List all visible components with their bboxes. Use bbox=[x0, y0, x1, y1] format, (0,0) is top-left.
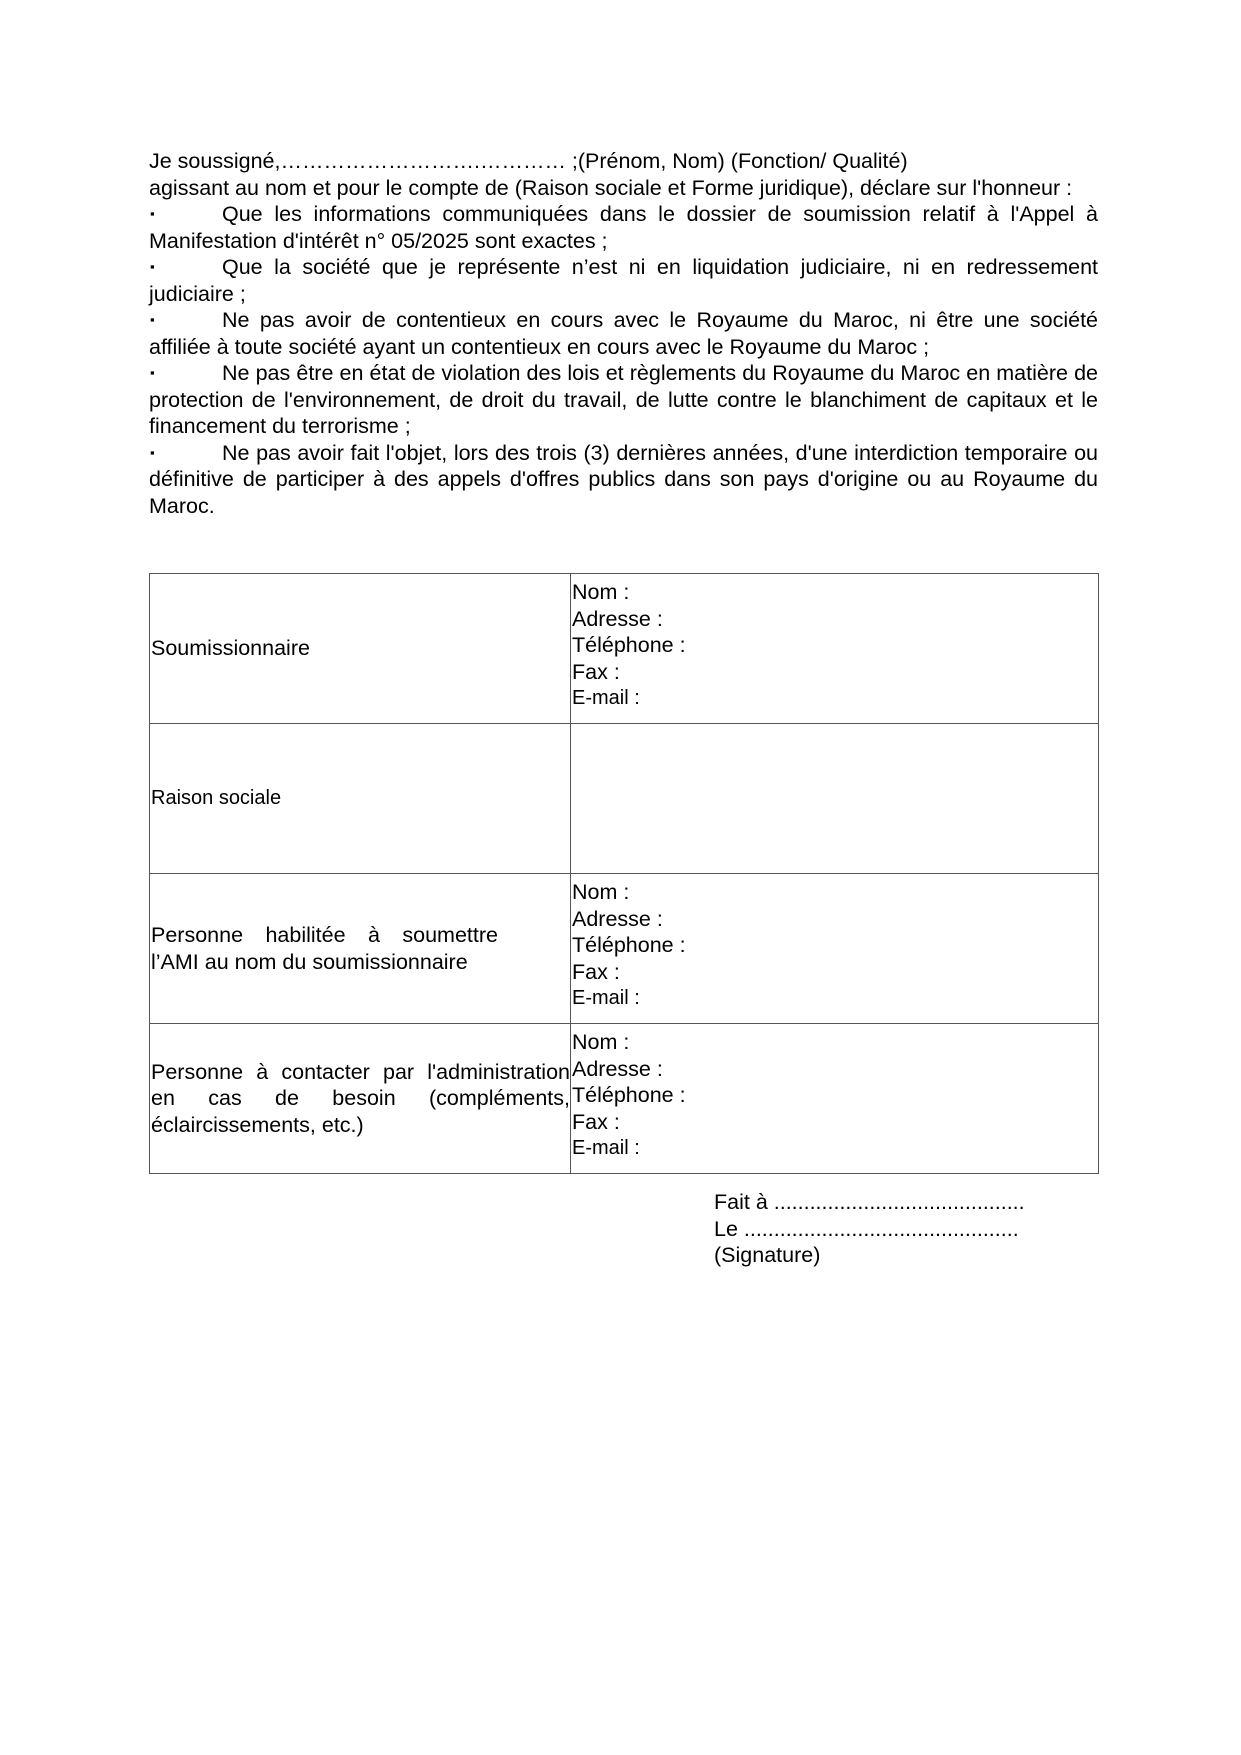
bullet-square-icon: ▪ bbox=[150, 206, 155, 221]
table-row bbox=[150, 1024, 1099, 1174]
row-fields-raison-sociale bbox=[571, 724, 1099, 874]
bidder-info-table bbox=[149, 573, 1099, 1174]
bullet-square-icon: ▪ bbox=[150, 312, 155, 327]
bullet-square-icon: ▪ bbox=[150, 259, 155, 274]
fait-a-line: Fait à .......................................... bbox=[714, 1190, 1025, 1214]
field-fax: Fax : bbox=[572, 659, 620, 684]
field-telephone: Téléphone : bbox=[572, 1083, 686, 1107]
table-row bbox=[150, 574, 1099, 724]
row-fields-soumissionnaire bbox=[571, 574, 1099, 724]
field-email: E-mail : bbox=[572, 987, 640, 1009]
field-telephone: Téléphone : bbox=[572, 633, 686, 657]
field-adresse: Adresse : bbox=[572, 606, 663, 631]
bullet-square-icon: ▪ bbox=[150, 365, 155, 380]
field-email: E-mail : bbox=[572, 1137, 640, 1159]
field-email: E-mail : bbox=[572, 687, 640, 709]
field-telephone: Téléphone : bbox=[572, 933, 686, 957]
field-nom: Nom : bbox=[572, 880, 630, 904]
table-row bbox=[150, 724, 1099, 874]
table-row bbox=[150, 874, 1099, 1024]
field-fax: Fax : bbox=[572, 959, 620, 984]
row-label-soumissionnaire: Soumissionnaire bbox=[150, 574, 571, 724]
field-fax: Fax : bbox=[572, 1109, 620, 1134]
declaration-line-1: Je soussigné,……………………….………… ;(Prénom, Nom) (Fonction/ Qualité) bbox=[149, 149, 908, 173]
field-adresse: Adresse : bbox=[572, 906, 663, 931]
row-label-personne-contact: Personne à contacter par l'administration en cas de besoin (compléments, éclaircissements, etc.) bbox=[150, 1024, 571, 1174]
field-nom: Nom : bbox=[572, 1030, 630, 1054]
signature-label: (Signature) bbox=[714, 1243, 821, 1267]
row-fields-personne-habilitee bbox=[571, 874, 1099, 1024]
declaration-line-2: agissant au nom et pour le compte de (Raison sociale et Forme juridique), déclare sur l'honneur : bbox=[149, 175, 1073, 200]
row-fields-personne-contact bbox=[571, 1024, 1099, 1174]
signature-block bbox=[714, 1189, 1025, 1269]
date-line: Le .............................................. bbox=[714, 1216, 1019, 1241]
declaration-bullet: ▪ Que la société que je représente n’est ni en liquidation judiciaire, ni en redressement judiciaire ; bbox=[149, 255, 1098, 306]
field-nom: Nom : bbox=[572, 580, 630, 604]
declaration-bullet: ▪ Ne pas avoir fait l'objet, lors des trois (3) dernières années, d'une interdiction temporaire ou définitive de participer à des appels d'offres publics dans son pays d'origine ou au Royaume du Maroc. bbox=[149, 440, 1098, 518]
declaration-text bbox=[149, 148, 1098, 519]
declaration-bullet: ▪ Ne pas avoir de contentieux en cours avec le Royaume du Maroc, ni être une société affiliée à toute société ayant un contentieux en cours avec le Royaume du Maroc ; bbox=[149, 308, 1098, 359]
field-adresse: Adresse : bbox=[572, 1056, 663, 1081]
declaration-bullet: ▪ Ne pas être en état de violation des lois et règlements du Royaume du Maroc en matière de protection de l'environnement, de droit du travail, de lutte contre le blanchiment de capitaux et le financement du terrorisme ; bbox=[149, 361, 1098, 438]
row-label-raison-sociale: Raison sociale bbox=[150, 724, 571, 874]
bullet-square-icon: ▪ bbox=[150, 444, 155, 460]
row-label-personne-habilitee: Personne habilitée à soumettre l’AMI au nom du soumissionnaire bbox=[150, 874, 571, 1024]
declaration-bullet: ▪ Que les informations communiquées dans le dossier de soumission relatif à l'Appel à Manifestation d'intérêt n° 05/2025 sont exactes ; bbox=[149, 202, 1098, 253]
